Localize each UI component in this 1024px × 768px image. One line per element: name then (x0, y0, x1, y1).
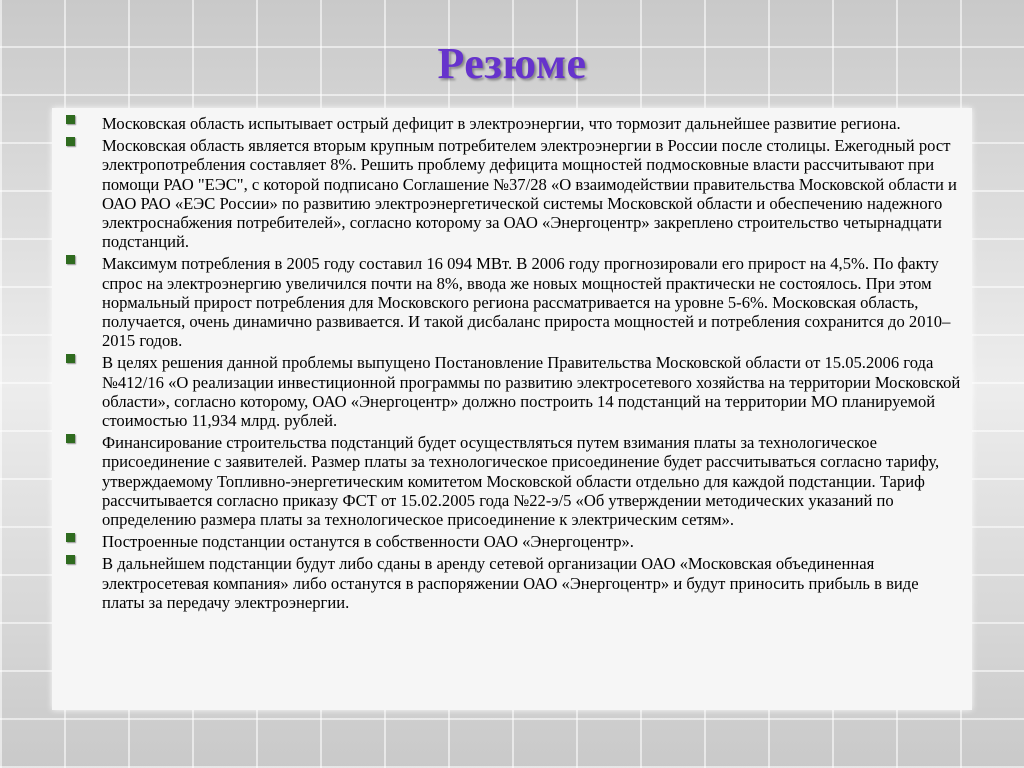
list-item (62, 554, 962, 612)
square-bullet-icon (66, 115, 75, 124)
bullet-text: В целях решения данной проблемы выпущено Постановление Правительства Московской области от 15.05.2006 года №412/16 «О реализации инвестиционной программы по развитию электросетевого хозяйства на территории Московской области», согласно которому, ОАО «Энергоцентр» должно построить 14 подстанций на территории МО планируемой стоимостью 11,934 млрд. рублей. (102, 353, 961, 431)
list-item (62, 353, 962, 430)
bullet-text: Московская область является вторым крупным потребителем электроэнергии в России после столицы. Ежегодный рост электропотребления составляет 8%. Решить проблему дефицита мощностей подмосковные власти рассчитывают при помощи РАО "ЕЭС", с которой подписано Соглашение №37/28 «О взаимодействии правительства Московской области и ОАО РАО «ЕЭС России» по развитию электроэнергетической системы Московской области и обеспечению надежного электроснабжения потребителей», согласно которому за ОАО «Энергоцентр» закреплено строительство четырнадцати подстанций. (102, 136, 957, 252)
square-bullet-icon (66, 533, 75, 542)
list-item (62, 254, 962, 350)
content-panel (52, 108, 972, 710)
bullet-text: Построенные подстанции останутся в собственности ОАО «Энергоцентр». (102, 532, 634, 552)
bullet-text: Максимум потребления в 2005 году составил 16 094 МВт. В 2006 году прогнозировали его прирост на 4,5%. По факту спрос на электроэнергию увеличился почти на 8%, ввода же новых мощностей практически не состоялось. При этом нормальный прирост потребления для Московского региона рассматривается на уровне 5-6%. Московская область, получается, очень динамично развивается. И такой дисбаланс прироста мощностей и потребления сохранится до 2010–2015 годов. (102, 254, 951, 351)
bullet-list (62, 108, 962, 615)
list-item (62, 433, 962, 529)
list-item (62, 532, 962, 551)
list-item (62, 114, 962, 133)
bullet-text: Финансирование строительства подстанций будет осуществляться путем взимания платы за технологическое присоединение с заявителей. Размер платы за технологическое присоединение будет рассчитываться согласно тарифу, утверждаемому Топливно-энергетическим комитетом Московской области отдельно для каждой подстанции. Тариф рассчитывается согласно приказу ФСТ от 15.02.2005 года №22-э/5 «Об утверждении методических указаний по определению размера платы за технологическое присоединение к электрическим сетям». (102, 433, 940, 530)
bullet-text: Московская область испытывает острый дефицит в электроэнергии, что тормозит дальнейшее развитие региона. (102, 114, 901, 133)
square-bullet-icon (66, 434, 75, 443)
square-bullet-icon (66, 255, 75, 264)
list-item (62, 136, 962, 251)
slide-title: Резюме (437, 39, 587, 88)
square-bullet-icon (66, 555, 75, 564)
square-bullet-icon (66, 354, 75, 363)
square-bullet-icon (66, 137, 75, 146)
bullet-text: В дальнейшем подстанции будут либо сданы в аренду сетевой организации ОАО «Московская объединенная электросетевая компания» либо останутся в распоряжении ОАО «Энергоцентр» и будут приносить прибыль в виде платы за передачу электроэнергии. (102, 554, 919, 612)
